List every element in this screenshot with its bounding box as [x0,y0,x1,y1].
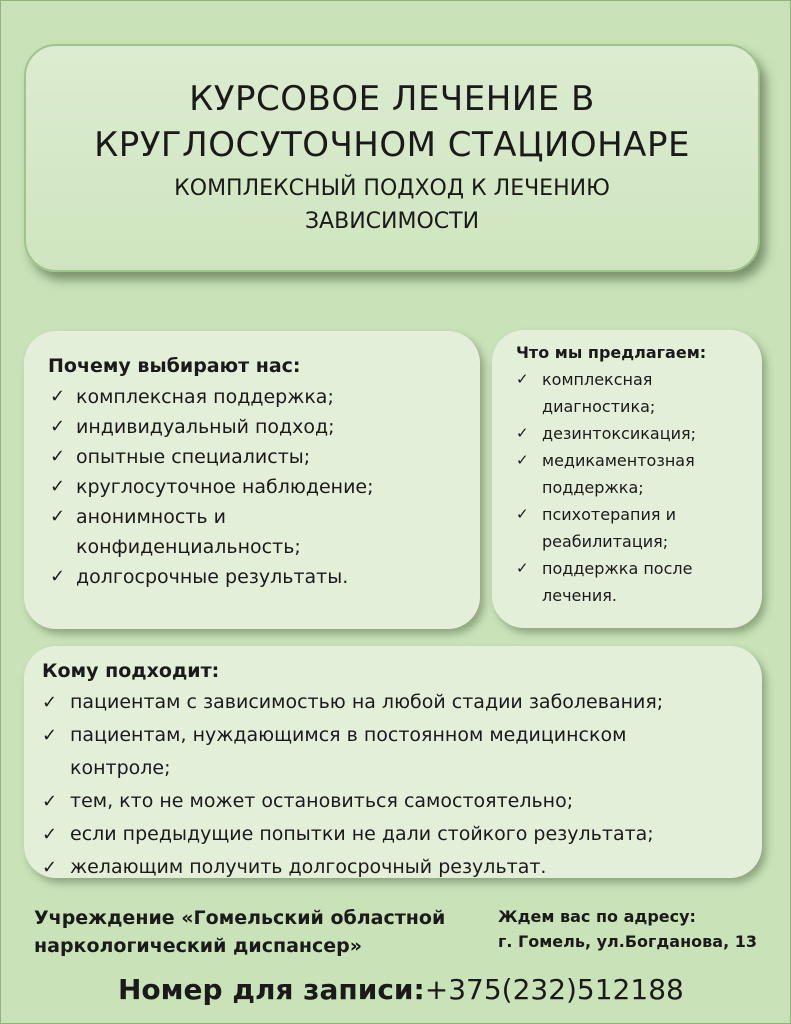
phone-block [0,970,791,1010]
offer-item-text: дезинтоксикация; [542,424,697,443]
check-icon: ✓ [50,476,66,497]
check-icon: ✓ [516,505,529,523]
why-item [48,562,480,592]
institution-line-1: Учреждение «Гомельский областной [34,907,446,929]
who-item-text: пациентам, нуждающимся в постоянном медицинском контроле; [70,724,627,779]
offer-item [516,420,716,447]
who-item-text: если предыдущие попытки не дали стойкого результата; [70,823,654,845]
address-line-1: Ждем вас по адресу: [498,907,696,926]
offer-item [516,366,716,420]
offer-heading: Что мы предлагаем: [516,343,707,362]
offer-item-text: поддержка после лечения. [542,559,693,605]
why-list [48,382,480,592]
why-item [48,382,480,412]
page-title [26,76,758,168]
offer-list [516,366,716,609]
who-item-text: пациентам с зависимостью на любой стадии заболевания; [70,691,664,713]
who-item [42,851,732,884]
who-list [42,686,732,884]
title-line-1: КУРСОВОЕ ЛЕЧЕНИЕ В [189,79,595,119]
check-icon: ✓ [50,506,66,527]
why-item [48,472,480,502]
address-line-2: г. Гомель, ул.Богданова, 13 [498,932,757,951]
check-icon: ✓ [50,416,66,437]
phone-label: Номер для записи: [118,973,425,1006]
why-item-text: долгосрочные результаты. [76,566,349,588]
who-item [42,818,732,851]
phone-number[interactable]: +375(232)512188 [424,973,684,1006]
why-item-text: круглосуточное наблюдение; [76,476,374,498]
check-icon: ✓ [50,446,66,467]
check-icon: ✓ [516,451,529,469]
why-item-text: комплексная поддержка; [76,386,334,408]
check-icon: ✓ [42,857,58,878]
what-we-offer-card [492,330,762,628]
check-icon: ✓ [42,692,58,713]
who-item [42,719,690,785]
address-block [498,904,757,954]
subtitle-line-1: КОМПЛЕКСНЫЙ ПОДХОД К ЛЕЧЕНИЮ [174,176,610,201]
check-icon: ✓ [42,824,58,845]
why-item [48,442,480,472]
who-item-text: желающим получить долгосрочный результат. [70,856,547,878]
why-item-text: индивидуальный подход; [76,416,335,438]
why-item [48,412,480,442]
check-icon: ✓ [50,386,66,407]
why-item-text: анонимность и конфиденциальность; [76,506,301,558]
offer-item-text: медикаментозная поддержка; [542,451,695,497]
who-item [42,686,732,719]
institution-name [34,904,445,960]
why-choose-us-card [24,331,480,629]
subtitle-line-2: ЗАВИСИМОСТИ [304,209,480,234]
check-icon: ✓ [516,424,529,442]
offer-item [516,501,716,555]
title-line-2: КРУГЛОСУТОЧНОМ СТАЦИОНАРЕ [94,125,690,165]
title-banner [24,44,760,272]
offer-item-text: комплексная диагностика; [542,370,656,416]
who-is-it-for-card [24,646,762,878]
who-item-text: тем, кто не может остановиться самостоятельно; [70,790,574,812]
why-item-text: опытные специалисты; [76,446,311,468]
check-icon: ✓ [516,370,529,388]
who-item [42,785,732,818]
offer-item [516,555,716,609]
check-icon: ✓ [50,566,66,587]
page-subtitle [26,172,758,238]
institution-line-2: наркологический диспансер» [34,935,363,957]
offer-item-text: психотерапия и реабилитация; [542,505,677,551]
why-item [48,502,326,562]
check-icon: ✓ [42,791,58,812]
who-heading: Кому подходит: [42,660,220,682]
offer-item [516,447,716,501]
check-icon: ✓ [42,725,58,746]
why-heading: Почему выбирают нас: [48,355,301,377]
check-icon: ✓ [516,559,529,577]
